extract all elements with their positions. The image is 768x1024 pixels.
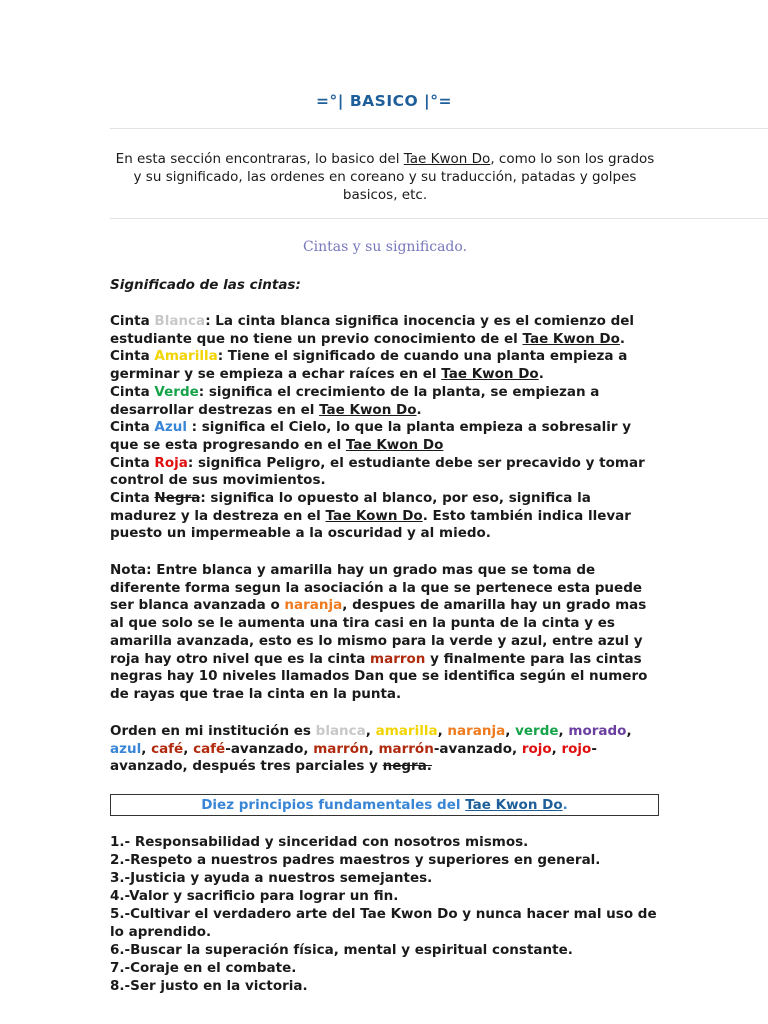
intro-text: En esta sección encontraras, lo basico del xyxy=(115,151,404,167)
tae-kwon-do-link[interactable]: Tae Kwon Do xyxy=(522,330,620,347)
order-text: -avanzado xyxy=(110,740,597,775)
belt-text: . Esto también indica llevar puesto un impermeable a la oscuridad y al miedo. xyxy=(110,507,631,542)
order-color-word: verde xyxy=(515,723,559,739)
order-color-word: negra. xyxy=(382,758,432,775)
tae-kwon-do-link[interactable]: Tae Kwon Do xyxy=(441,366,539,383)
intro-paragraph xyxy=(110,150,660,204)
intro-text: , como lo son los grados y su significado, las ordenes en coreano y su traducción, patadas y golpes basicos, etc. xyxy=(133,151,655,203)
note-text: y finalmente para las cintas negras hay 10 niveles llamados Dan que se identifica según el numero de rayas que trae la cinta en la punta. xyxy=(110,650,648,702)
order-color-word: blanca xyxy=(315,723,366,739)
note-text: , despues de amarilla hay un grado mas al que solo se le aumenta una tira casi en la punta de la cinta y es amarilla avanzada, esto es lo mismo para la verde y azul, entre azul y roja hay otro nivel que es la cinta xyxy=(110,597,647,667)
order-color-word: rojo xyxy=(561,740,592,757)
order-text: -avanzado xyxy=(225,740,304,757)
note-color-word: naranja xyxy=(284,597,343,614)
belt-prefix: Cinta xyxy=(110,313,155,329)
belt-item-amarilla xyxy=(110,348,658,383)
order-color-word: azul xyxy=(110,740,142,757)
principle-item: 2.-Respeto a nuestros padres maestros y superiores en general. xyxy=(110,852,601,868)
note-color-word: marron xyxy=(370,650,426,667)
belt-color-word: Roja xyxy=(154,454,188,471)
belt-text: . xyxy=(619,330,626,347)
belt-item-negra xyxy=(110,490,658,543)
belt-text: . xyxy=(416,401,422,418)
order-color-word: café xyxy=(151,740,184,757)
belt-item-azul xyxy=(110,419,658,454)
order-color-word: café xyxy=(193,740,226,757)
note-paragraph xyxy=(110,562,658,704)
principle-item: 7.-Coraje en el combate. xyxy=(110,960,297,976)
tae-kwon-do-link[interactable]: Tae Kwon Do xyxy=(403,151,491,167)
order-color-word: marrón xyxy=(313,740,369,757)
belt-color-word: Blanca xyxy=(154,313,206,329)
belt-color-word: Verde xyxy=(154,383,199,400)
belt-prefix: Cinta xyxy=(110,383,155,400)
belt-text: . xyxy=(538,366,544,383)
principle-item: 5.-Cultivar el verdadero arte del Tae Kwon Do y nunca hacer mal uso de lo aprendido. xyxy=(110,906,657,940)
principles-list xyxy=(110,833,665,995)
principles-heading-box xyxy=(110,794,659,816)
divider xyxy=(110,218,768,219)
order-paragraph: Orden en mi institución es blanca, amarilla, naranja, verde, morado, azul, café, café-avanzado, marrón, marrón-avanzado, rojo, rojo-avanzado, después tres parciales y negra. xyxy=(110,723,632,775)
order-color-word: morado xyxy=(568,723,627,739)
order-color-word: naranja xyxy=(447,723,506,739)
page-title: =°| BASICO |°= xyxy=(316,92,452,110)
principle-item: 4.-Valor y sacrificio para lograr un fin. xyxy=(110,888,399,904)
belt-prefix: Cinta xyxy=(110,454,155,471)
principle-item: 3.-Justicia y ayuda a nuestros semejantes. xyxy=(110,870,433,886)
order-text: -avanzado xyxy=(433,740,512,757)
belt-text: : significa lo opuesto al blanco, por eso, significa la madurez y la destreza en el xyxy=(110,490,591,524)
order-text: después tres parciales y xyxy=(192,758,383,775)
belt-text: : significa el crecimiento de la planta, se empiezan a desarrollar destrezas en el xyxy=(110,383,600,418)
belt-color-word: Negra xyxy=(154,490,201,507)
order-text: Orden en mi institución es xyxy=(110,723,316,739)
belt-color-word: Azul xyxy=(154,419,187,436)
section-heading: Cintas y su significado. xyxy=(302,239,468,255)
belt-text: : Tiene el significado de cuando una planta empieza a germinar y se empieza a echar raíces en el xyxy=(110,348,628,383)
principles-heading-text: Diez principios fundamentales del xyxy=(201,797,466,813)
note-text: Nota: Entre blanca y amarilla hay un grado mas que se toma de diferente forma segun la asociación a la que se pertenece esta puede ser blanca avanzada o xyxy=(110,562,643,614)
principle-item: 1.- Responsabilidad y sinceridad con nosotros mismos. xyxy=(110,834,529,850)
tae-kwon-do-link[interactable]: Tae Kwon Do xyxy=(465,797,563,813)
belt-list xyxy=(110,313,658,543)
tae-kwon-do-link[interactable]: Tae Kwon Do xyxy=(319,401,417,418)
principle-item: 6.-Buscar la superación física, mental y espiritual constante. xyxy=(110,942,573,958)
belt-item-roja xyxy=(110,455,658,490)
principles-heading-text: . xyxy=(562,797,568,813)
belt-prefix: Cinta xyxy=(110,490,155,507)
tae-kwon-do-link[interactable]: Tae Kwon Do xyxy=(345,436,444,453)
belt-prefix: Cinta xyxy=(110,348,155,365)
order-color-word: amarilla xyxy=(375,723,438,739)
principle-item: 8.-Ser justo en la victoria. xyxy=(110,978,308,994)
belt-item-verde xyxy=(110,384,658,419)
divider xyxy=(110,128,768,129)
belts-subheading: Significado de las cintas: xyxy=(110,277,301,293)
belt-item-blanca xyxy=(110,313,658,348)
order-color-word: rojo xyxy=(521,740,552,757)
order-color-word: marrón xyxy=(378,740,434,757)
tae-kwon-do-link[interactable]: Tae Kown Do xyxy=(325,507,423,524)
belt-text: : La cinta blanca significa inocencia y es el comienzo del estudiante que no tiene un previo conocimiento de el xyxy=(110,313,635,347)
belt-text: : significa Peligro, el estudiante debe ser precavido y tomar control de sus movimientos. xyxy=(110,454,645,489)
belt-prefix: Cinta xyxy=(110,419,155,436)
belt-color-word: Amarilla xyxy=(154,348,218,365)
belt-text: : significa el Cielo, lo que la planta empieza a sobresalir y que se esta progresando en el xyxy=(110,419,631,453)
